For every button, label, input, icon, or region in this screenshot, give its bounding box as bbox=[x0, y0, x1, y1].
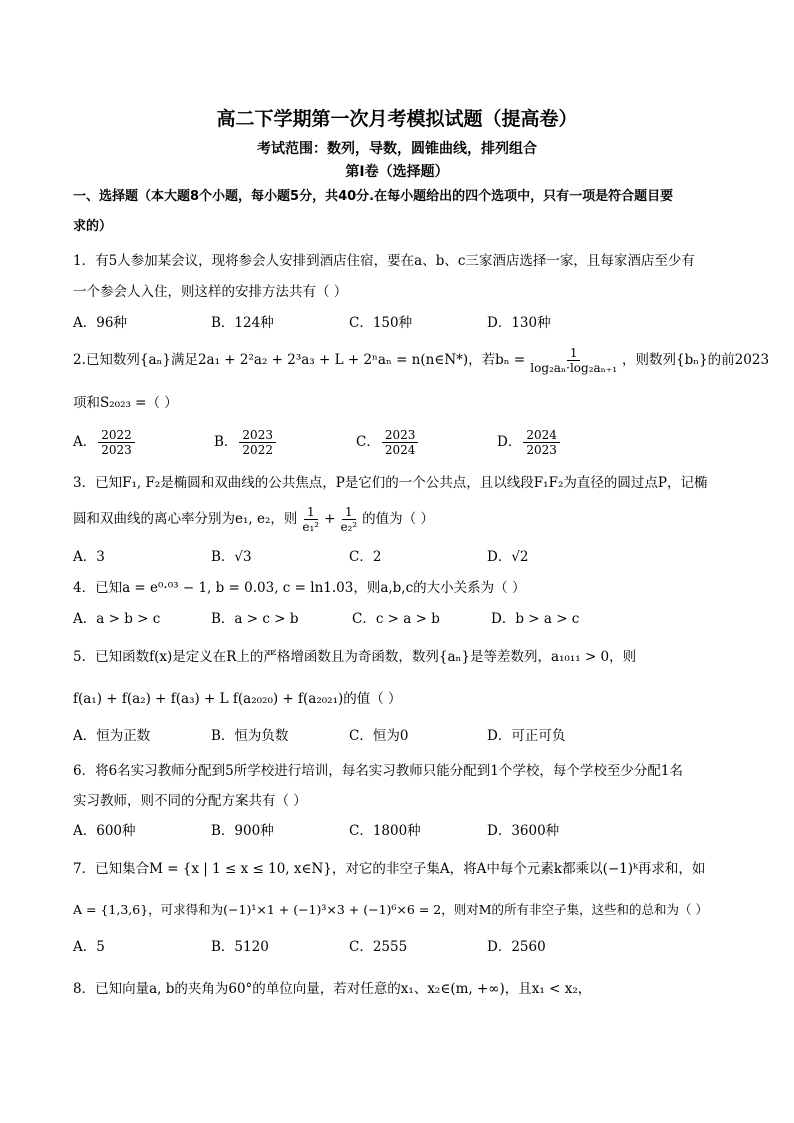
question-6-line-1: 6．将6名实习教师分配到5所学校进行培训，每名实习教师只能分配到1个学校，每个学校至少分配1名 bbox=[73, 763, 683, 779]
q4-option-b: B．a > c > b bbox=[211, 611, 299, 627]
exam-scope: 考试范围：数列，导数，圆锥曲线，排列组合 bbox=[257, 141, 537, 157]
section-header: 一、选择题（本大题8个小题，每小题5分，共40分.在每小题给出的四个选项中，只有一项是符合题目要 bbox=[73, 189, 674, 204]
q2-option-d: D． $\frac{2024}{2023}$ bbox=[497, 428, 562, 457]
q5-option-b: B．恒为负数 bbox=[211, 728, 289, 744]
q6-option-a: A．600种 bbox=[73, 823, 136, 839]
question-8-line-1: 8．已知向量a, b的夹角为60°的单位向量，若对任意的x₁、x₂∈(m, +∞)，且x₁ < x₂， bbox=[73, 981, 592, 997]
question-1-line-2: 一个参会人入住，则这样的安排方法共有（ ） bbox=[73, 284, 348, 300]
q6-option-c: C．1800种 bbox=[349, 823, 421, 839]
q3-option-b: B．√3 bbox=[211, 549, 252, 565]
q4-option-d: D．b > a > c bbox=[491, 611, 580, 627]
q7-option-c: C．2555 bbox=[349, 939, 408, 955]
volume-heading: 第I卷（选择题） bbox=[345, 164, 449, 180]
question-5-line-2: f(a₁) + f(a₂) + f(a₃) + L f(a₂₀₂₀) + f(a₂₀₂₁)的值（ ） bbox=[73, 691, 402, 707]
question-2-line-1 bbox=[73, 345, 769, 375]
q3-option-c: C．2 bbox=[349, 549, 382, 565]
page-title: 高二下学期第一次月考模拟试题（提高卷） bbox=[216, 108, 578, 130]
section-header-cont: 求的） bbox=[73, 219, 113, 234]
q2-option-c: C． $\frac{2023}{2024}$ bbox=[356, 428, 420, 457]
q7-option-b: B．5120 bbox=[211, 939, 269, 955]
question-3-line-1: 3．已知F₁, F₂是椭圆和双曲线的公共焦点，P是它们的一个公共点，且以线段F₁F₂为直径的圆过点P，记椭 bbox=[73, 475, 708, 491]
question-3-line-2: 圆和双曲线的离心率分别为e₁, e₂，则 $\frac{1}{\text{e₁²}}$ + $\frac{1}{\text{e₂²}}$ 的值为（ ） bbox=[73, 505, 434, 534]
q5-option-c: C．恒为0 bbox=[349, 728, 409, 744]
q4-option-a: A．a > b > c bbox=[73, 611, 161, 627]
question-2-line-2: 项和S₂₀₂₃ =（ ） bbox=[73, 395, 178, 411]
question-7-line-1: 7．已知集合M = {x | 1 ≤ x ≤ 10, x∈N}，对它的非空子集A，将A中每个元素k都乘以(−1)ᵏ再求和，如 bbox=[73, 861, 706, 877]
q1-option-a: A．96种 bbox=[73, 315, 127, 331]
q3-option-d: D．√2 bbox=[487, 549, 529, 565]
q3-option-a: A．3 bbox=[73, 549, 105, 565]
q2-option-a: A． $\frac{2022}{2023}$ bbox=[73, 428, 137, 457]
question-7-line-2: A = {1,3,6}，可求得和为(−1)¹×1 + (−1)³×3 + (−1)⁶×6 = 2，则对M的所有非空子集，这些和的总和为（ ） bbox=[73, 902, 708, 917]
q5-option-a: A．恒为正数 bbox=[73, 728, 151, 744]
q2-option-b: B． $\frac{2023}{2022}$ bbox=[214, 428, 278, 457]
q7-option-a: A．5 bbox=[73, 939, 105, 955]
question-1-line-1: 1．有5人参加某会议，现将参会人安排到酒店住宿，要在a、b、c三家酒店选择一家，且每家酒店至少有 bbox=[73, 253, 695, 269]
question-5-line-1: 5．已知函数f(x)是定义在R上的严格增函数且为奇函数，数列{aₙ}是等差数列，a₁₀₁₁ > 0，则 bbox=[73, 649, 637, 665]
q7-option-d: D．2560 bbox=[487, 939, 546, 955]
question-4-line-1: 4．已知a = e⁰·⁰³ − 1, b = 0.03, c = ln1.03，则a,b,c的大小关系为（ ） bbox=[73, 580, 526, 596]
q1-option-c: C．150种 bbox=[349, 315, 413, 331]
question-6-line-2: 实习教师，则不同的分配方案共有（ ） bbox=[73, 793, 307, 809]
q5-option-d: D．可正可负 bbox=[487, 728, 566, 744]
q2-suffix: ，则数列{bₙ}的前2023 bbox=[622, 352, 770, 368]
q4-option-c: C．c > a > b bbox=[352, 611, 440, 627]
q1-option-b: B．124种 bbox=[211, 315, 274, 331]
q6-option-b: B．900种 bbox=[211, 823, 274, 839]
q2-fraction: $\frac{1}{\text{log₂aₙ·log₂aₙ₊₁}}$ bbox=[530, 346, 618, 375]
q1-option-d: D．130种 bbox=[487, 315, 551, 331]
q6-option-d: D．3600种 bbox=[487, 823, 560, 839]
q2-prefix: 2.已知数列{aₙ}满足2a₁ + 2²a₂ + 2³a₃ + L + 2ⁿaₙ = n(n∈N*)，若bₙ = bbox=[73, 352, 526, 368]
